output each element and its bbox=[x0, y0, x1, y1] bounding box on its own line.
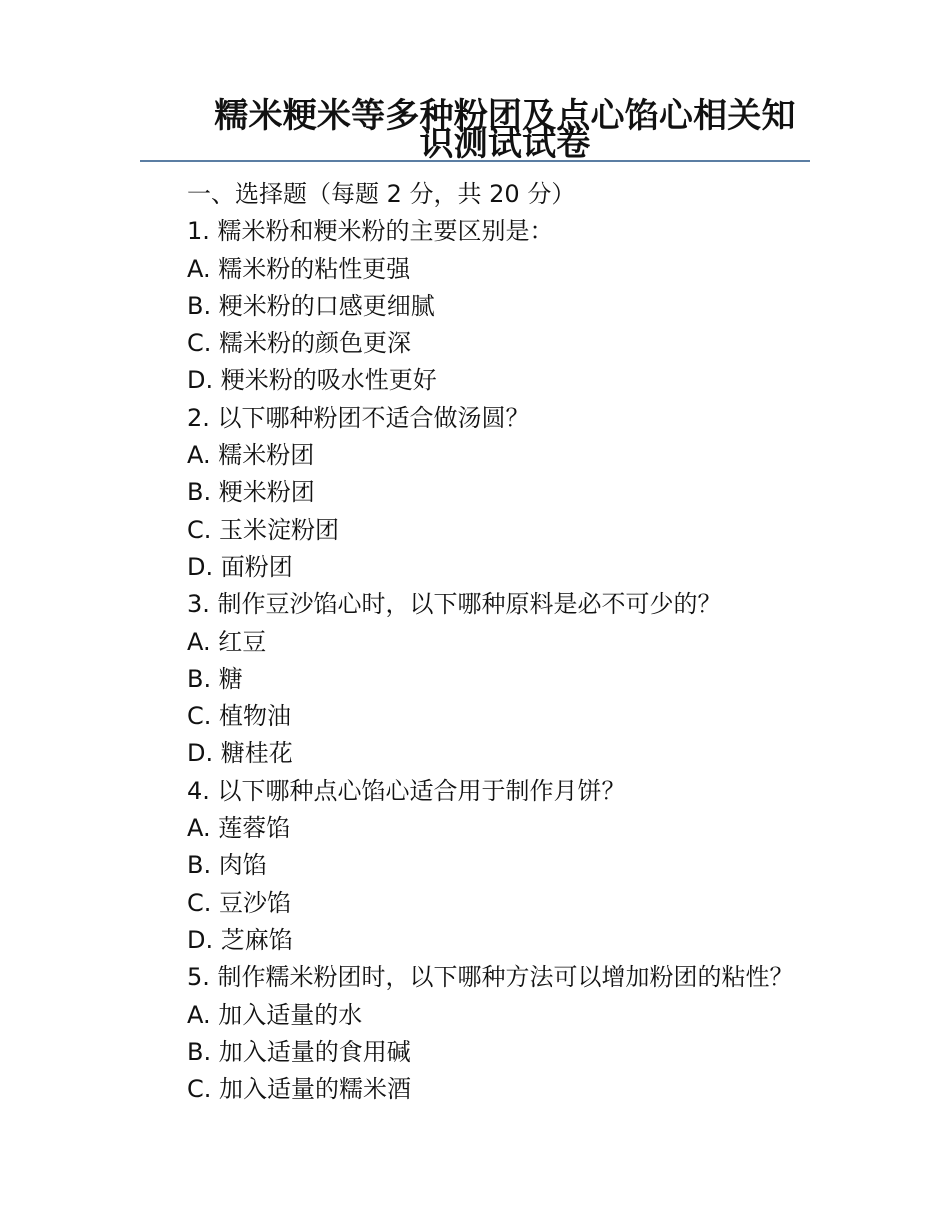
option-text: A. 红豆 bbox=[187, 627, 267, 656]
option-text: D. 面粉团 bbox=[187, 552, 293, 581]
option-text: C. 玉米淀粉团 bbox=[187, 515, 340, 544]
option-text: A. 糯米粉团 bbox=[187, 441, 315, 470]
title-block bbox=[140, 96, 810, 164]
option-text: A. 莲蓉馅 bbox=[187, 814, 291, 843]
option-text: B. 糖 bbox=[187, 664, 243, 693]
option-text: D. 粳米粉的吸水性更好 bbox=[187, 366, 437, 395]
option-text: B. 粳米粉的口感更细腻 bbox=[187, 291, 435, 320]
option-text: B. 肉馅 bbox=[187, 851, 267, 880]
question-stem: 5. 制作糯米粉团时，以下哪种方法可以增加粉团的粘性？ bbox=[187, 963, 794, 992]
option-text: D. 糖桂花 bbox=[187, 739, 293, 768]
option-text: A. 加入适量的水 bbox=[187, 1000, 363, 1029]
question-stem: 4. 以下哪种点心馅心适合用于制作月饼？ bbox=[187, 776, 626, 805]
option-text: A. 糯米粉的粘性更强 bbox=[187, 254, 411, 283]
option-text: C. 加入适量的糯米酒 bbox=[187, 1075, 412, 1104]
question-list bbox=[187, 176, 827, 1108]
page-title: 糯米粳米等多种粉团及点心馅心相关知识测试试卷 bbox=[214, 96, 796, 164]
option-text: B. 粳米粉团 bbox=[187, 478, 315, 507]
option-text: C. 植物油 bbox=[187, 702, 292, 731]
question-stem: 1. 糯米粉和粳米粉的主要区别是： bbox=[187, 217, 554, 246]
option-text: C. 豆沙馅 bbox=[187, 888, 292, 917]
title-divider bbox=[140, 160, 810, 162]
question-stem: 3. 制作豆沙馅心时，以下哪种原料是必不可少的？ bbox=[187, 590, 722, 619]
question-stem: 2. 以下哪种粉团不适合做汤圆？ bbox=[187, 403, 530, 432]
option-text: D. 芝麻馅 bbox=[187, 925, 293, 954]
section-heading: 一、选择题（每题 2 分，共 20 分） bbox=[187, 180, 576, 208]
option-text: C. 糯米粉的颜色更深 bbox=[187, 329, 412, 358]
option-text: B. 加入适量的食用碱 bbox=[187, 1037, 411, 1066]
